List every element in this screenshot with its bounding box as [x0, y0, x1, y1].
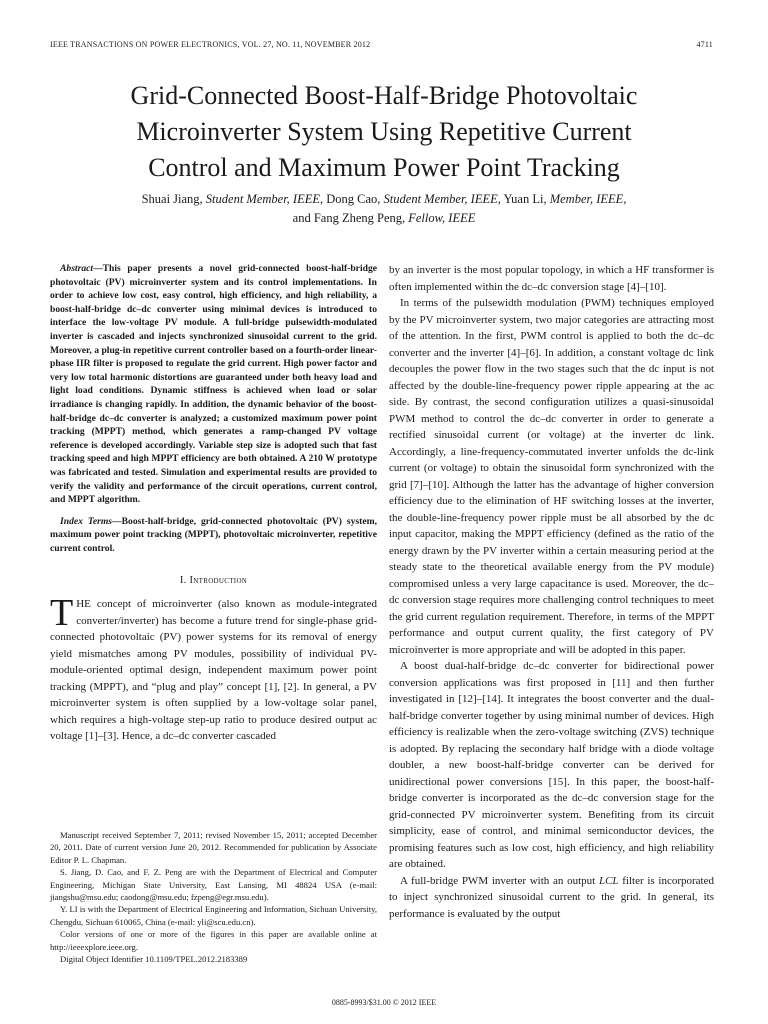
right-paragraph-2: In terms of the pulsewidth modulation (PWM) techniques employed by the PV microinverter system, two major categories are attracting most of the attention. In the first, PWM control is applied to both the dc–dc converter and the inverter [4]–[6]. In addition, a constant voltage dc link decouples the power flow in the two stages such that the dc input is not affected by the double-line-frequency power ripple appearing at the ac side. By contrast, the second configuration utilizes a quasi-sinusoidal PWM method to control the dc–dc converter in order to generate a rectified sinusoidal current (or voltage) at the inverter dc link. Accordingly, a line-frequency-commutated inverter unfolds the dc-link current (or voltage) to obtain the sinusoidal form synchronized with the grid [7]–[10]. Although the latter has the advantage of higher conversion efficiency due to the elimination of HF switching losses at the inverter, the double-line-frequency power ripple must be all absorbed by the dc input capacitor, making the MPPT efficiency (defined as the ratio of the energy drawn by the PV inverter within a certain measuring period at the steady state to the theoretical available energy from the PV module) compromised unless a very large capacitance is used. Moreover, the dc–dc conversion stage requires more challenging control techniques to meet the grid current regulation requirement. Therefore, in terms of the MPPT performance and output current quality, the first category of PV microinverter is more appropriate and will be adopted in this paper.: [389, 297, 714, 656]
p4-lead: A full-bridge PWM inverter with an output: [400, 874, 599, 887]
author-separator: ,: [623, 192, 627, 206]
footnote-manuscript: Manuscript received September 7, 2011; revised November 15, 2011; accepted December 20, 2011. Date of current version June 20, 2012. Recommended for publication by Associate Editor P. L. Chapman.: [50, 830, 377, 865]
drop-cap: T: [50, 592, 74, 635]
section-heading-introduction: [50, 575, 377, 586]
right-paragraph-4: [389, 873, 714, 923]
page-number: 4711: [696, 40, 713, 49]
author-1-membership: Student Member, IEEE: [205, 192, 320, 206]
p4-emphasis: LCL: [598, 874, 619, 887]
author-4-membership: Fellow, IEEE: [408, 211, 476, 225]
abstract-text: —This paper presents a novel grid-connected boost-half-bridge photovoltaic (PV) microinverter system and its control implementations. In order to achieve low cost, easy control, high efficiency, and high reliability, a boost-half-bridge dc–dc converter using minimal devices is introduced to interface the low-voltage PV module. A full-bridge pulsewidth-modulated inverter is cascaded and injects synchronized sinusoidal current to the grid. Moreover, a plug-in repetitive current controller based on a fourth-order linear-phase IIR filter is proposed to regulate the grid current. High power factor and very low total harmonic distortions are guaranteed under both heavy load and light load conditions. Dynamic stiffness is achieved when load or solar irradiance is changing rapidly. In addition, the dynamic behavior of the boost-half-bridge dc–dc converter is analyzed; a customized maximum power point tracking (MPPT) method, which generates a ramp-changed PV voltage reference is developed accordingly. Variable step size is adopted such that fast tracking speed and high MPPT efficiency are both obtained. A 210 W prototype was fabricated and tested. Simulation and experimental results are provided to verify the validity and performance of the circuit operations, current control, and MPPT algorithm.: [50, 263, 377, 506]
section-numeral: I.: [179, 575, 190, 587]
intro-text: HE concept of microinverter (also known as module-integrated converter/inverter) has become a future trend for single-phase grid-connected photovoltaic (PV) power systems for its removal of energy yield mismatches among PV modules, possibility of individual PV-module-oriented optimal design, independent maximum power point tracking (MPPT), and “plug and play” concept [1], [2]. In general, a PV microinverter system is often supplied by a low-voltage solar panel, which requires a high-voltage step-up ratio to produce desired output ac voltage [1]–[3]. Hence, a dc–dc converter cascaded: [50, 598, 377, 743]
author-3-name: , Yuan Li,: [497, 192, 550, 206]
index-terms-text: —Boost-half-bridge, grid-connected photovoltaic (PV) system, maximum power point tracking (MPPT), photovoltaic microinverter, repetitive current control.: [50, 515, 377, 554]
left-column: [50, 262, 377, 745]
author-line-1: [40, 190, 728, 209]
right-paragraph-3: A boost dual-half-bridge dc–dc converter for bidirectional power conversion applications was first proposed in [11] and then further investigated in [12]–[14]. It integrates the boost converter and the dual-half-bridge converter together by using minimal number of devices. High efficiency is realizable when the zero-voltage switching (ZVS) technique is adopted. By replacing the secondary half bridge with a diode voltage doubler, a new boost-half-bridge converter can be derived for unidirectional power conversions [15]. In this paper, the boost-half-bridge converter is incorporated as the dc–dc conversion stage for the grid-connected PV microinverter system. Benefiting from its circuit simplicity, ease of control, and minimal semiconductor devices, the promising features such as low cost, high efficiency, and high reliability are obtained.: [389, 660, 714, 870]
running-header: [50, 40, 713, 52]
author-2-membership: Student Member, IEEE: [383, 192, 498, 206]
title-line-3: Control and Maximum Power Point Tracking: [148, 153, 620, 182]
intro-paragraph-1: [50, 592, 377, 745]
author-4-name: and Fang Zheng Peng,: [292, 211, 409, 225]
abstract-label: Abstract: [60, 263, 94, 274]
index-terms: [50, 515, 377, 556]
footnote-color-versions: Color versions of one or more of the figures in this paper are available online at http://ieeexplore.ieee.org.: [50, 929, 377, 952]
author-2-name: , Dong Cao,: [320, 192, 384, 206]
right-column: [389, 262, 714, 922]
author-1-name: Shuai Jiang,: [141, 192, 206, 206]
index-terms-label: Index Terms: [60, 515, 113, 527]
author-line-2: [40, 209, 728, 228]
section-name: Introduction: [189, 575, 248, 587]
copyright-footer: 0885-8993/$31.00 © 2012 IEEE: [331, 998, 437, 1007]
footnotes: [50, 829, 377, 965]
right-paragraph-1: by an inverter is the most popular topology, in which a HF transformer is often implemented within the dc–dc conversion stage [4]–[10].: [389, 264, 714, 293]
footnote-affiliation-msu: S. Jiang, D. Cao, and F. Z. Peng are with the Department of Electrical and Computer Engineering, Michigan State University, East Lansing, MI 48824 USA (e-mail: jiangshu@msu.edu; caodong@msu.edu; fzpeng@egr.msu.edu).: [50, 867, 377, 903]
paper-title: [40, 78, 728, 186]
author-3-membership: Member, IEEE: [549, 192, 624, 206]
footnote-affiliation-scu: Y. LI is with the Department of Electrical Engineering and Information, Sichuan University, Chengdu, Sichuan 610065, China (e-mail: yli@scu.edu.cn).: [50, 904, 377, 927]
title-line-2: Microinverter System Using Repetitive Current: [136, 117, 632, 146]
title-line-1: Grid-Connected Boost-Half-Bridge Photovoltaic: [130, 81, 638, 110]
journal-citation: IEEE TRANSACTIONS ON POWER ELECTRONICS, VOL. 27, NO. 11, NOVEMBER 2012: [50, 40, 371, 49]
author-list: [40, 190, 728, 228]
abstract: [50, 262, 377, 507]
p4-rest: filter is incorporated to inject synchronized sinusoidal current to the grid. In general, its performance is evaluated by the output: [389, 874, 714, 920]
footnote-doi: Digital Object Identifier 10.1109/TPEL.2012.2183389: [60, 954, 248, 965]
